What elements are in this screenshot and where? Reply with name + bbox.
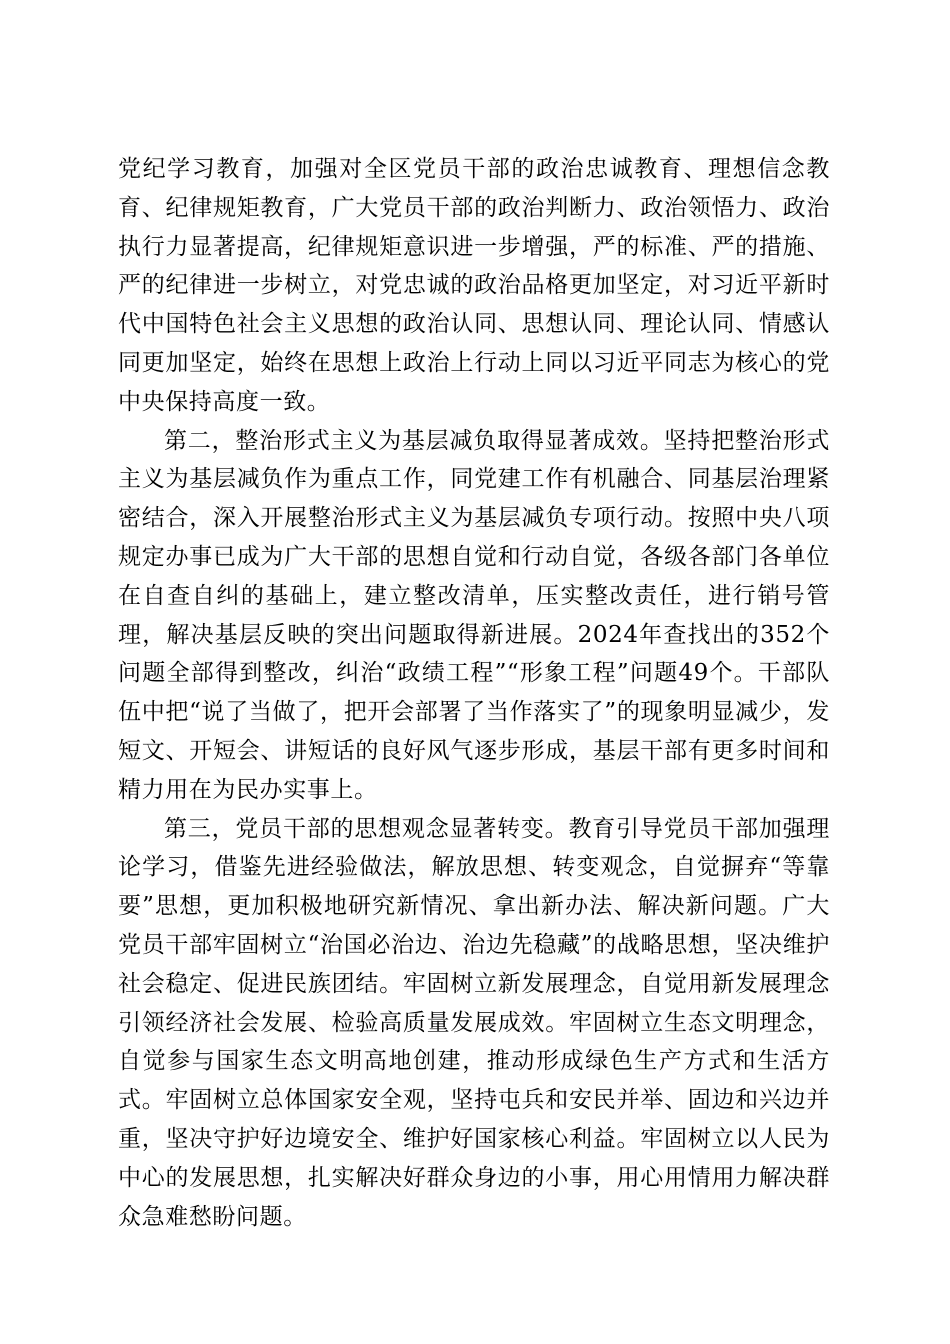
paragraph-2: 第二，整治形式主义为基层减负取得显著成效。坚持把整治形式主义为基层减负作为重点工作，同党建工作有机融合、同基层治理紧密结合，深入开展整治形式主义为基层减负专项行动。按照中央八项规定办事已成为广大干部的思想自觉和行动自觉，各级各部门各单位在自查自纠的基础上，建立整改清单，压实整改责任，进行销号管理，解决基层反映的突出问题取得新进展。2024年查找出的352个问题全部得到整改，纠治“政绩工程”“形象工程”问题49个。干部队伍中把“说了当做了，把开会部署了当作落实了”的现象明显减少，发短文、开短会、讲短话的良好风气逐步形成，基层干部有更多时间和精力用在为民办实事上。 <box>118 427 830 803</box>
paragraph-3: 第三，党员干部的思想观念显著转变。教育引导党员干部加强理论学习，借鉴先进经验做法，解放思想、转变观念，自觉摒弃“等靠要”思想，更加积极地研究新情况、拿出新办法、解决新问题。广大党员干部牢固树立“治国必治边、治边先稳藏”的战略思想，坚决维护社会稳定、促进民族团结。牢固树立新发展理念，自觉用新发展理念引领经济社会发展、检验高质量发展成效。牢固树立生态文明理念，自觉参与国家生态文明高地创建，推动形成绿色生产方式和生活方式。牢固树立总体国家安全观，坚持屯兵和安民并举、固边和兴边并重，坚决守护好边境安全、维护好国家核心利益。牢固树立以人民为中心的发展思想，扎实解决好群众身边的小事，用心用情用力解决群众急难愁盼问题。 <box>118 815 830 1230</box>
document-body <box>118 150 830 1236</box>
paragraph-1: 党纪学习教育，加强对全区党员干部的政治忠诚教育、理想信念教育、纪律规矩教育，广大党员干部的政治判断力、政治领悟力、政治执行力显著提高，纪律规矩意识进一步增强，严的标准、严的措施、严的纪律进一步树立，对党忠诚的政治品格更加坚定，对习近平新时代中国特色社会主义思想的政治认同、思想认同、理论认同、情感认同更加坚定，始终在思想上政治上行动上同以习近平同志为核心的党中央保持高度一致。 <box>118 156 830 415</box>
